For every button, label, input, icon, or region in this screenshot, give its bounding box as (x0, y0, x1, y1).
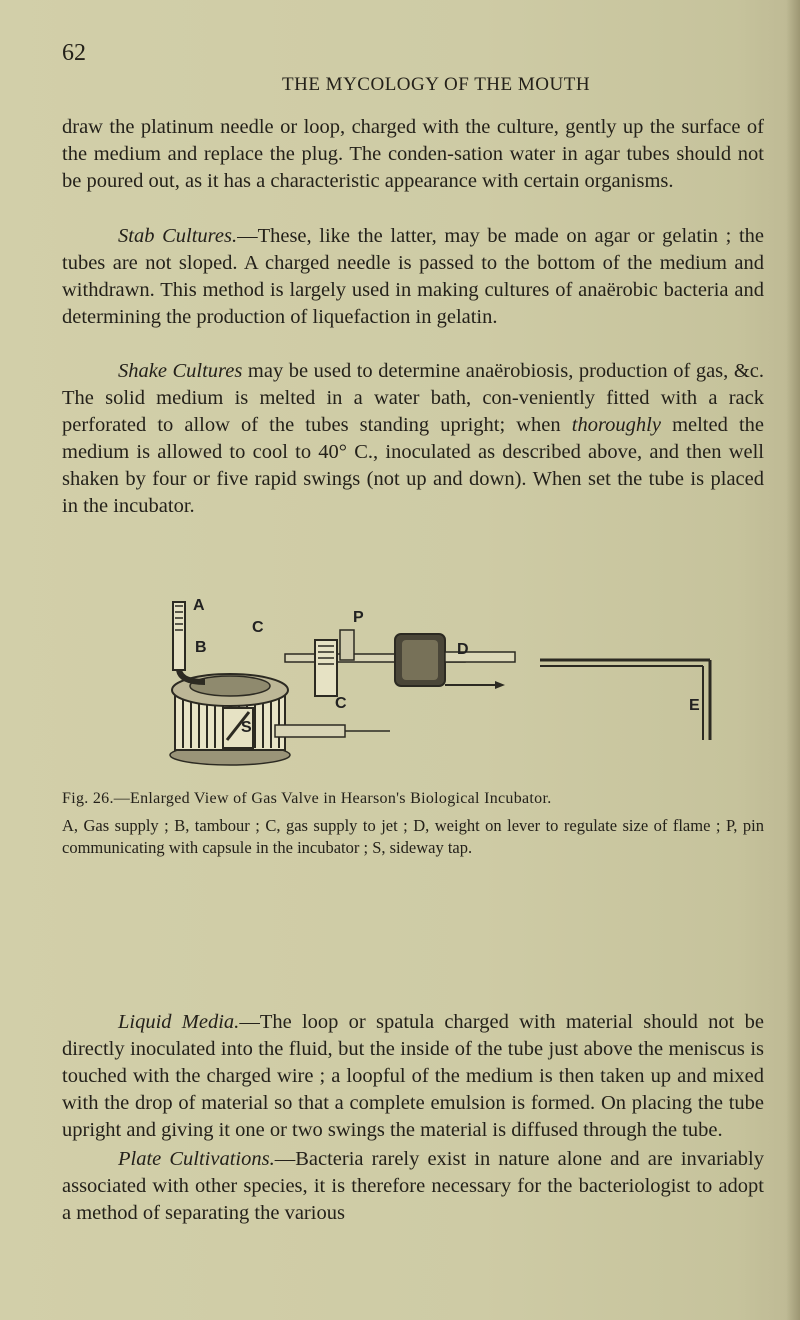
emphasis-text: thoroughly (571, 414, 661, 436)
gas-valve-figure (135, 590, 725, 775)
gas-valve-illustration (135, 590, 725, 775)
running-head: THE MYCOLOGY OF THE MOUTH (282, 74, 591, 95)
label-a: A (193, 597, 205, 614)
paragraph-heading: Liquid Media. (118, 1011, 240, 1033)
paragraph-heading: Plate Cultivations. (118, 1148, 275, 1170)
label-c-upper: C (252, 619, 264, 636)
page-edge-shadow (786, 0, 800, 1320)
paragraph-text: —Bacteria rarely exist in nature alone and are invariably associated with other species, it is therefore necessary for the bacteriologist to adopt a method of separating the various (62, 1148, 764, 1224)
figure-caption-title: Fig. 26.—Enlarged View of Gas Valve in Hearson's Biological Incubator. (62, 790, 552, 807)
paragraph-plate-cultivations (62, 1146, 764, 1227)
label-c-lower: C (335, 695, 347, 712)
label-p: P (353, 609, 364, 626)
label-s: S (241, 719, 252, 736)
paragraph-stab-cultures (62, 223, 764, 331)
paragraph-text: may be used to determine anaërobiosis, production of gas, &c. The solid medium is melted in a water bath, con-veniently fitted with a rack perforated to allow of the tubes standing upright; when (62, 360, 764, 436)
paragraph-liquid-media (62, 1009, 764, 1144)
label-b: B (195, 639, 207, 656)
label-d: D (457, 641, 469, 658)
label-e: E (689, 697, 700, 714)
paragraph-text: draw the platinum needle or loop, charged with the culture, gently up the surface of the medium and replace the plug. The conden-sation water in agar tubes should not be poured out, as it has a characteristic appearance with certain organisms. (62, 116, 764, 192)
figure-caption-legend: A, Gas supply ; B, tambour ; C, gas supply to jet ; D, weight on lever to regulate size of flame ; P, pin communicating with capsule in the incubator ; S, sideway tap. (62, 816, 764, 857)
page-number: 62 (62, 40, 86, 66)
paragraph-heading: Shake Cultures (118, 360, 243, 382)
paragraph-shake-cultures (62, 358, 764, 520)
paragraph-heading: Stab Cultures. (118, 225, 238, 247)
paragraph-text: melted the medium is allowed to cool to 40° C., inoculated as described above, and then well shaken by four or five rapid swings (not up and down). When set the tube is placed in the incubator. (62, 414, 764, 517)
paragraph-text: —The loop or spatula charged with material should not be directly inoculated into the fluid, but the inside of the tube just above the meniscus is touched with the charged wire ; a loopful of the medium is then taken up and mixed with the drop of material so that a complete emulsion is formed. On placing the tube upright and giving it one or two swings the material is diffused through the tube. (62, 1011, 764, 1141)
paragraph-continuation (62, 114, 764, 195)
paragraph-text: —These, like the latter, may be made on agar or gelatin ; the tubes are not sloped. A charged needle is passed to the bottom of the medium and withdrawn. This method is largely used in making cultures of anaërobic bacteria and determining the production of liquefaction in gelatin. (62, 225, 764, 328)
